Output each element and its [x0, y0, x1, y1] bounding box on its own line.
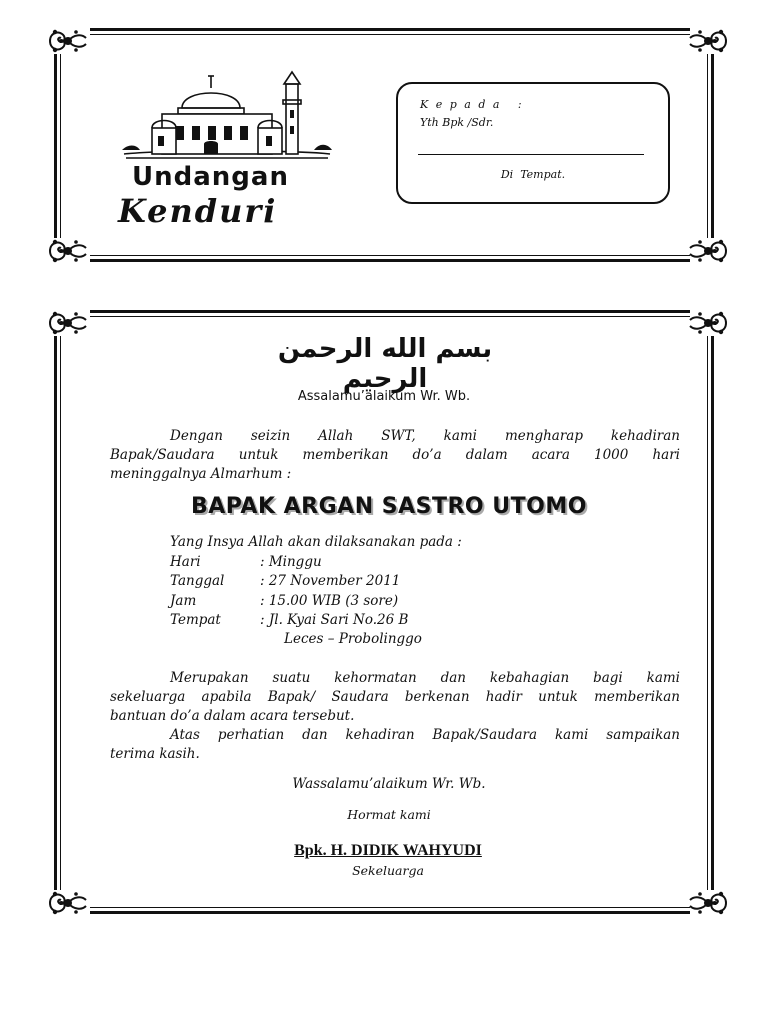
schedule-label-date: Tanggal	[170, 573, 225, 589]
closing-line-3: bantuan do’a dalam acara tersebut.	[110, 708, 355, 724]
intro-line-1: Dengan seizin Allah SWT, kami mengharap kehadiran	[170, 428, 680, 444]
corner-ornament-icon	[46, 236, 90, 266]
corner-ornament-icon	[46, 308, 90, 338]
address-place: Di Tempat.	[500, 168, 566, 181]
frame-rule-right-inner	[707, 54, 708, 238]
frame-rule-right	[711, 54, 714, 238]
address-line	[418, 154, 644, 155]
schedule-value-date: : 27 November 2011	[260, 573, 401, 589]
corner-ornament-icon	[686, 888, 730, 918]
corner-ornament-icon	[686, 308, 730, 338]
address-label: K e p a d a :	[420, 98, 524, 111]
frame-rule-left	[54, 54, 57, 238]
regards: Hormat kami	[347, 807, 431, 822]
corner-ornament-icon	[46, 26, 90, 56]
corner-ornament-icon	[46, 888, 90, 918]
frame-rule-bottom-inner	[90, 907, 690, 908]
closing-line-1: Merupakan suatu kehormatan dan kebahagian bagi kami	[170, 670, 680, 686]
schedule-label-place: Tempat	[170, 612, 221, 628]
schedule-label-day: Hari	[170, 554, 201, 570]
farewell: Wassalamu’alaikum Wr. Wb.	[292, 776, 486, 792]
frame-rule-bottom	[90, 911, 690, 914]
envelope-subtitle: Kenduri	[118, 192, 278, 230]
greeting: Assalamu’alaikum Wr. Wb.	[297, 389, 471, 404]
signer-name: Bpk. H. DIDIK WAHYUDI	[294, 842, 482, 859]
schedule-label-time: Jam	[170, 593, 197, 609]
frame-rule-top-inner	[90, 316, 690, 317]
frame-rule-bottom-inner	[90, 255, 690, 256]
address-recipient: Yth Bpk /Sdr.	[420, 116, 494, 129]
frame-rule-left-inner	[60, 54, 61, 238]
signer-subtitle: Sekeluarga	[352, 863, 424, 878]
schedule-value-time: : 15.00 WIB (3 sore)	[260, 593, 399, 609]
schedule-place-line-2: Leces – Probolinggo	[284, 631, 422, 647]
frame-rule-top-inner	[90, 34, 690, 35]
basmalah-calligraphy: بسم الله الرحمن الرحيم	[277, 334, 493, 394]
corner-ornament-icon	[686, 236, 730, 266]
thanks-line-1: Atas perhatian dan kehadiran Bapak/Saudara kami sampaikan	[170, 727, 680, 743]
intro-line-3: meninggalnya Almarhum :	[110, 466, 292, 482]
schedule-value-day: : Minggu	[260, 554, 322, 570]
thanks-line-2: terima kasih.	[110, 746, 200, 762]
deceased-name: BAPAK ARGAN SASTRO UTOMO	[191, 494, 587, 519]
frame-rule-top	[90, 28, 690, 31]
schedule-value-place: : Jl. Kyai Sari No.26 B	[260, 612, 409, 628]
schedule-intro: Yang Insya Allah akan dilaksanakan pada :	[170, 534, 462, 550]
intro-line-2: Bapak/Saudara untuk memberikan do’a dalam acara 1000 hari	[110, 447, 680, 463]
frame-rule-top	[90, 310, 690, 313]
corner-ornament-icon	[686, 26, 730, 56]
address-box	[396, 82, 670, 204]
frame-rule-bottom	[90, 259, 690, 262]
envelope-title: Undangan	[132, 162, 289, 192]
closing-line-2: sekeluarga apabila Bapak/ Saudara berkenan hadir untuk memberikan	[110, 689, 680, 705]
mosque-icon	[122, 70, 332, 162]
